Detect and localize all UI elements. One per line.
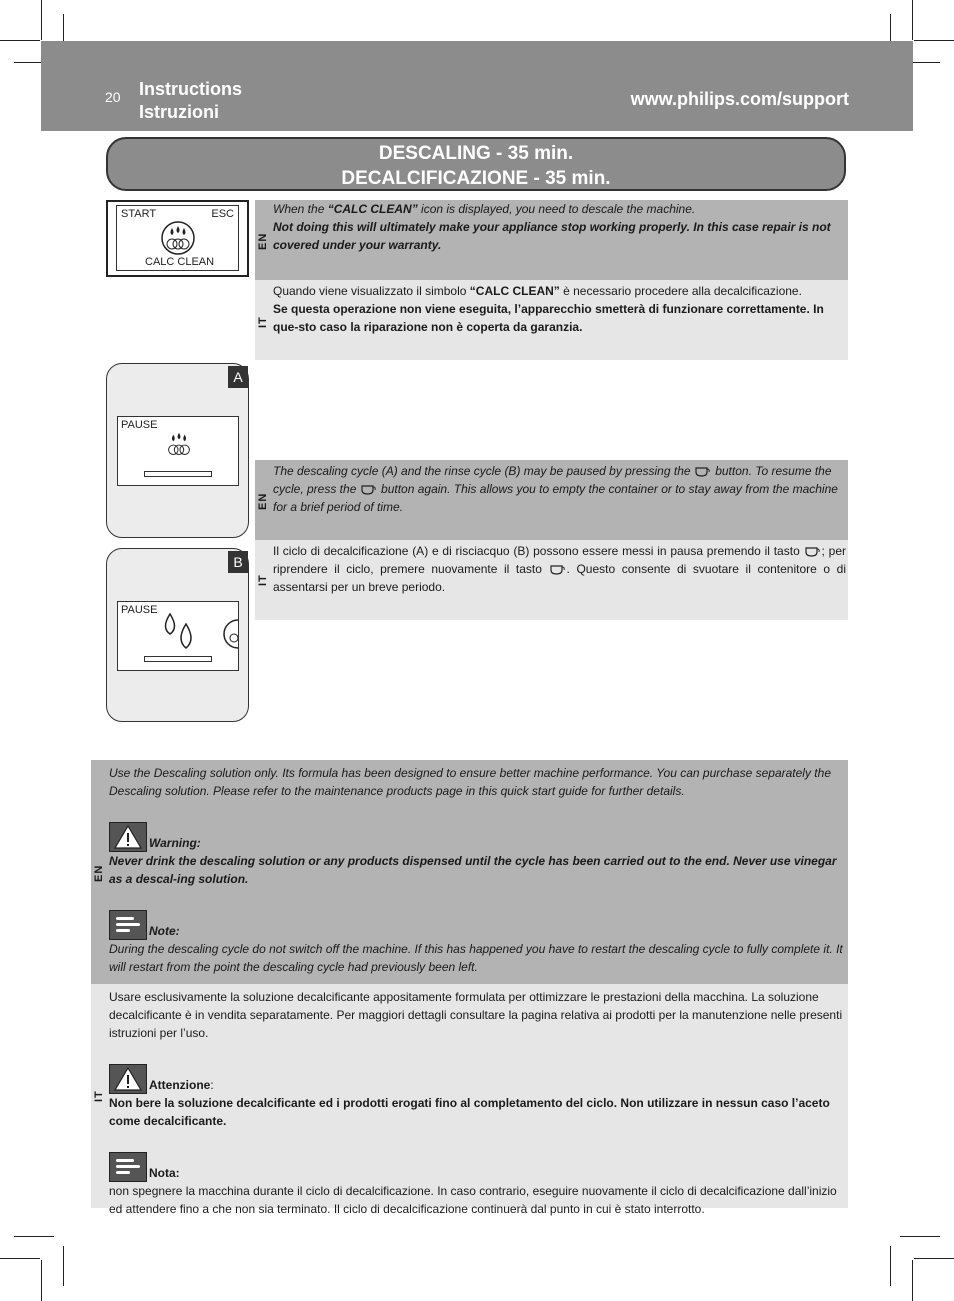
tag-b: B — [228, 551, 248, 573]
pause-it-text — [273, 542, 846, 596]
tag-a: A — [228, 366, 248, 388]
text: icon is displayed, you need to descale the machine. — [417, 202, 696, 216]
calc-clean-it-warning: Se questa operazione non viene eseguita, l’apparecchio smetterà di funzionare correttamente. In que-sto caso la riparazione non è coperta da garanzia. — [273, 302, 824, 334]
en-note-title: Note: — [149, 924, 180, 938]
memo-cup-icon — [804, 545, 822, 559]
calc-clean-it-text — [273, 282, 846, 336]
crop-mark — [14, 1236, 54, 1237]
lang-it: IT — [257, 316, 269, 328]
pause-display-a — [106, 363, 249, 538]
calc-clean-en-text — [273, 200, 846, 254]
note-icon — [109, 1152, 147, 1182]
text: When the — [273, 202, 328, 216]
calc-clean-en-block — [255, 200, 848, 280]
calc-clean-icon — [162, 429, 196, 463]
crop-mark — [63, 1246, 64, 1286]
text: button again. This allows you to empty the container or to stay away from the machine for a brief period of time. — [273, 482, 838, 514]
progress-bar — [144, 656, 212, 662]
crop-mark — [0, 1258, 40, 1259]
page-header — [41, 41, 913, 131]
text: “CALC CLEAN” — [327, 202, 418, 216]
crop-mark — [914, 1258, 954, 1259]
descaling-solution-en-block — [91, 760, 848, 984]
it-intro: Usare esclusivamente la soluzione decalcificante appositamente formulata per ottimizzare le prestazioni della macchina. La soluzione decalcificante è in vendita separatamente. Per maggiori dettagli consultare la pagina relativa ai prodotti per la manutenzione nelle presenti istruzioni per l’uso. — [109, 990, 843, 1040]
banner-title-it: DECALCIFICAZIONE - 35 min. — [341, 168, 611, 189]
calc-clean-display — [106, 200, 249, 277]
text: The descaling cycle (A) and the rinse cycle (B) may be paused by pressing the — [273, 464, 694, 478]
text: è necessario procedere alla decalcificazione. — [559, 284, 802, 298]
text: “CALC CLEAN” — [469, 284, 560, 298]
calc-clean-label: CALC CLEAN — [145, 256, 215, 268]
crop-mark — [890, 1246, 891, 1286]
note-icon — [109, 910, 147, 940]
lang-en: EN — [257, 492, 269, 510]
descaling-solution-en-text — [109, 764, 846, 976]
header-title-en: Instructions — [139, 79, 243, 99]
descaling-solution-it-text — [109, 988, 846, 1218]
esc-label: ESC — [211, 208, 234, 220]
text: Quando viene visualizzato il simbolo — [273, 284, 470, 298]
it-note-title: Nota: — [149, 1166, 180, 1180]
start-label: START — [121, 208, 157, 220]
pause-en-text — [273, 462, 846, 516]
lang-en: EN — [93, 864, 105, 882]
calc-clean-it-block — [255, 280, 848, 360]
crop-mark — [41, 1260, 42, 1301]
pause-display-b — [106, 548, 249, 722]
header-title — [139, 78, 242, 124]
lcd-screen — [117, 416, 239, 486]
crop-mark — [900, 1236, 940, 1237]
descaling-solution-it-block — [91, 984, 848, 1216]
section-banner — [106, 137, 846, 191]
it-warning-colon: : — [210, 1078, 214, 1092]
banner-title-en: DESCALING - 35 min. — [378, 143, 574, 164]
calc-clean-icon — [220, 616, 239, 650]
warning-icon — [109, 822, 147, 852]
text: ; per riprendere il ciclo, premere nuovamente il tasto — [273, 544, 846, 576]
water-drops-icon — [158, 610, 208, 656]
header-title-it: Istruzioni — [139, 102, 219, 122]
warning-icon — [109, 1064, 147, 1094]
crop-mark — [914, 40, 954, 41]
pause-label: PAUSE — [121, 604, 158, 616]
progress-bar — [144, 471, 212, 477]
en-warning-text: Never drink the descaling solution or any products dispensed until the cycle has been carried out to the end. Never use vinegar as a descal-ing solution. — [109, 854, 837, 886]
page-number: 20 — [105, 89, 121, 105]
crop-mark — [912, 0, 913, 40]
it-warning-title: Attenzione — [149, 1078, 211, 1092]
text: button. To resume the cycle, press the — [273, 464, 832, 496]
crop-mark — [912, 1260, 913, 1301]
text: Il ciclo di decalcificazione (A) e di risciacquo (B) possono essere messi in pausa premendo il tasto — [273, 544, 804, 558]
memo-cup-icon — [694, 465, 712, 479]
lang-it: IT — [93, 1090, 105, 1102]
crop-mark — [0, 40, 40, 41]
it-warning-text: Non bere la soluzione decalcificante ed i prodotti erogati fino al completamento del ciclo. Non utilizzare in nessun caso l’aceto come decalcificante. — [109, 1096, 830, 1128]
lang-it: IT — [257, 574, 269, 586]
en-intro: Use the Descaling solution only. Its formula has been designed to ensure better machine performance. You can purchase separately the Descaling solution. Please refer to the maintenance products page in this quick start guide for further details. — [109, 766, 831, 798]
pause-en-block — [255, 460, 848, 540]
memo-cup-icon — [360, 483, 378, 497]
lang-en: EN — [257, 232, 269, 250]
pause-it-block — [255, 540, 848, 620]
text: . Questo consente di svuotare il contenitore o di assentarsi per un breve periodo. — [273, 562, 846, 594]
calc-clean-icon — [160, 220, 196, 256]
lcd-screen — [116, 205, 239, 271]
it-note-text: non spegnere la macchina durante il ciclo di decalcificazione. In caso contrario, eseguire nuovamente il ciclo di decalcificazione dall’inizio ed attendere fino a che non sia terminato. Il ciclo di decalcificazione continuerà dal punto in cui è stato interrotto. — [109, 1184, 837, 1216]
lcd-screen — [117, 601, 239, 671]
crop-mark — [41, 0, 42, 40]
en-warning-title: Warning: — [149, 836, 201, 850]
en-note-text: During the descaling cycle do not switch off the machine. If this has happened you have to restart the descaling cycle to fully complete it. It will restart from the point the descaling cycle had previously been left. — [109, 942, 843, 974]
calc-clean-en-warning: Not doing this will ultimately make your appliance stop working properly. In this case repair is not covered under your warranty. — [273, 220, 831, 252]
support-url: www.philips.com/support — [630, 89, 849, 109]
pause-label: PAUSE — [121, 419, 158, 431]
memo-cup-icon — [549, 563, 567, 577]
